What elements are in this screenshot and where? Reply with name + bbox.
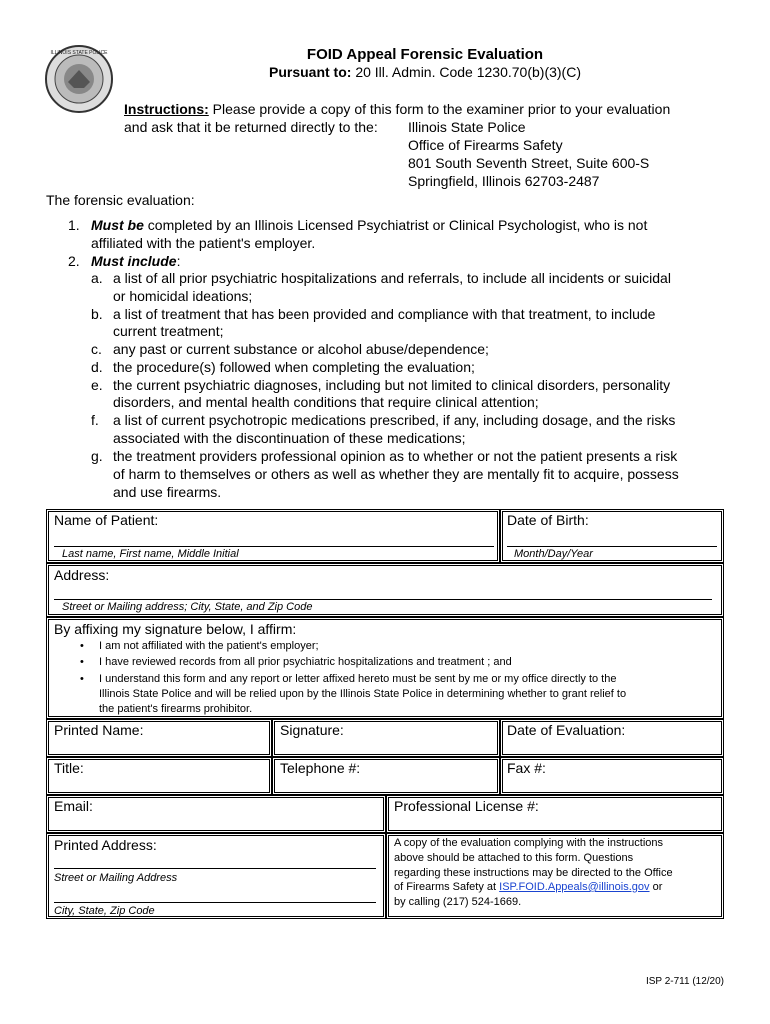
form-number: ISP 2-711 (12/20)	[645, 976, 724, 987]
evaluation-intro: The forensic evaluation:	[46, 192, 195, 208]
sub-item-b: a list of treatment that has been provided and compliance with that treatment, to include	[113, 306, 656, 322]
address-label: Address:	[54, 567, 110, 583]
email-label: Email:	[54, 798, 93, 814]
sub-item-e: the current psychiatric diagnoses, including but not limited to clinical disorders, personality	[113, 377, 671, 393]
affirm-label: By affixing my signature below, I affirm:	[54, 621, 297, 637]
name-hint: Last name, First name, Middle Initial	[62, 548, 239, 560]
sub-item-g: the treatment providers professional opinion as to whether or not the patient presents a risk	[113, 448, 678, 464]
instructions-line2: and ask that it be returned directly to the:	[124, 119, 378, 135]
sub-item-g-cont: and use firearms.	[113, 484, 222, 500]
affirm-item: I understand this form and any report or letter affixed hereto must be sent by me or my office directly to the	[99, 673, 617, 685]
item-2	[91, 252, 180, 270]
bullet-icon: •	[80, 673, 84, 685]
dob-label: Date of Birth:	[507, 512, 589, 528]
must-be-label: Must be	[91, 217, 144, 233]
dob-hint: Month/Day/Year	[514, 548, 593, 560]
appeals-email-link[interactable]: ISP.FOID.Appeals@illinois.gov	[499, 881, 650, 893]
item-2-colon: :	[176, 253, 181, 269]
city-underline	[54, 902, 376, 903]
isp-address-line: Illinois State Police	[408, 119, 526, 135]
city-hint: City, State, Zip Code	[54, 905, 155, 917]
affirm-item-cont: Illinois State Police and will be relied upon by the Illinois State Police in determining whether to grant relief to	[99, 688, 627, 700]
pursuant-label: Pursuant to:	[268, 64, 352, 80]
printed-name-label: Printed Name:	[54, 722, 144, 738]
note-line: A copy of the evaluation complying with the instructions	[394, 837, 664, 849]
isp-address-line: Office of Firearms Safety	[408, 137, 563, 153]
sub-letter: e.	[91, 377, 103, 393]
license-label: Professional License #:	[394, 798, 539, 814]
sub-letter: f.	[91, 412, 99, 428]
item-number: 2.	[68, 253, 80, 269]
form-title: FOID Appeal Forensic Evaluation	[306, 46, 544, 63]
item-1-text: completed by an Illinois Licensed Psychiatrist or Clinical Psychologist, who is not	[147, 217, 648, 233]
sub-item-d: the procedure(s) followed when completing the evaluation;	[113, 359, 475, 375]
instructions-label: Instructions:	[124, 101, 209, 117]
item-1-cont: affiliated with the patient's employer.	[91, 235, 316, 251]
sub-item-b-cont: current treatment;	[113, 323, 224, 339]
pursuant-line	[0, 64, 770, 80]
dob-underline	[507, 546, 717, 547]
note-text: of Firearms Safety at	[394, 881, 497, 893]
note-text: or	[652, 881, 663, 893]
sub-item-c: any past or current substance or alcohol abuse/dependence;	[113, 341, 489, 357]
title-label: Title:	[54, 760, 84, 776]
item-number: 1.	[68, 217, 80, 233]
note-line: regarding these instructions may be directed to the Office	[394, 867, 673, 879]
svg-text:ILLINOIS STATE POLICE: ILLINOIS STATE POLICE	[50, 50, 108, 56]
street-hint: Street or Mailing Address	[54, 872, 178, 884]
must-include-label: Must include	[91, 253, 177, 269]
sub-letter: d.	[91, 359, 103, 375]
pursuant-text: 20 Ill. Admin. Code 1230.70(b)(3)(C)	[355, 64, 581, 80]
email-field[interactable]	[46, 795, 386, 833]
sub-item-e-cont: disorders, and mental health conditions that require clinical attention;	[113, 394, 539, 410]
instructions-line1	[124, 100, 670, 118]
patient-name-label: Name of Patient:	[54, 512, 159, 528]
item-1	[91, 216, 647, 234]
address-hint: Street or Mailing address; City, State, and Zip Code	[62, 601, 313, 613]
signature-label: Signature:	[280, 722, 344, 738]
note-line: by calling (217) 524-1669.	[394, 896, 522, 908]
isp-address-line: Springfield, Illinois 62703-2487	[408, 173, 600, 189]
sub-letter: g.	[91, 448, 103, 464]
affirm-item: I have reviewed records from all prior psychiatric hospitalizations and treatment ; and	[99, 656, 512, 668]
sub-letter: b.	[91, 306, 103, 322]
sub-item-f-cont: associated with the discontinuation of these medications;	[113, 430, 466, 446]
affirm-item-cont: the patient's firearms prohibitor.	[99, 703, 253, 715]
bullet-icon: •	[80, 656, 84, 668]
name-underline	[54, 546, 494, 547]
instructions-text: Please provide a copy of this form to the examiner prior to your evaluation	[212, 101, 671, 117]
bullet-icon: •	[80, 640, 84, 652]
note-line	[394, 880, 662, 895]
fax-label: Fax #:	[507, 760, 546, 776]
note-line: above should be attached to this form. Questions	[394, 852, 634, 864]
street-underline	[54, 868, 376, 869]
telephone-label: Telephone #:	[280, 760, 361, 776]
sub-item-a: a list of all prior psychiatric hospitalizations and referrals, to include all incidents or suicidal	[113, 270, 671, 286]
printed-address-label: Printed Address:	[54, 837, 157, 853]
date-evaluation-label: Date of Evaluation:	[507, 722, 626, 738]
sub-item-f: a list of current psychotropic medications prescribed, if any, including dosage, and the risks	[113, 412, 676, 428]
sub-item-g-cont: of harm to themselves or others as well as whether they are mentally fit to acquire, possess	[113, 466, 679, 482]
sub-item-a-cont: or homicidal ideations;	[113, 288, 253, 304]
isp-address-line: 801 South Seventh Street, Suite 600-S	[408, 155, 650, 171]
sub-letter: c.	[91, 341, 102, 357]
address-underline	[54, 599, 712, 600]
affirm-item: I am not affiliated with the patient's employer;	[99, 640, 319, 652]
sub-letter: a.	[91, 270, 103, 286]
